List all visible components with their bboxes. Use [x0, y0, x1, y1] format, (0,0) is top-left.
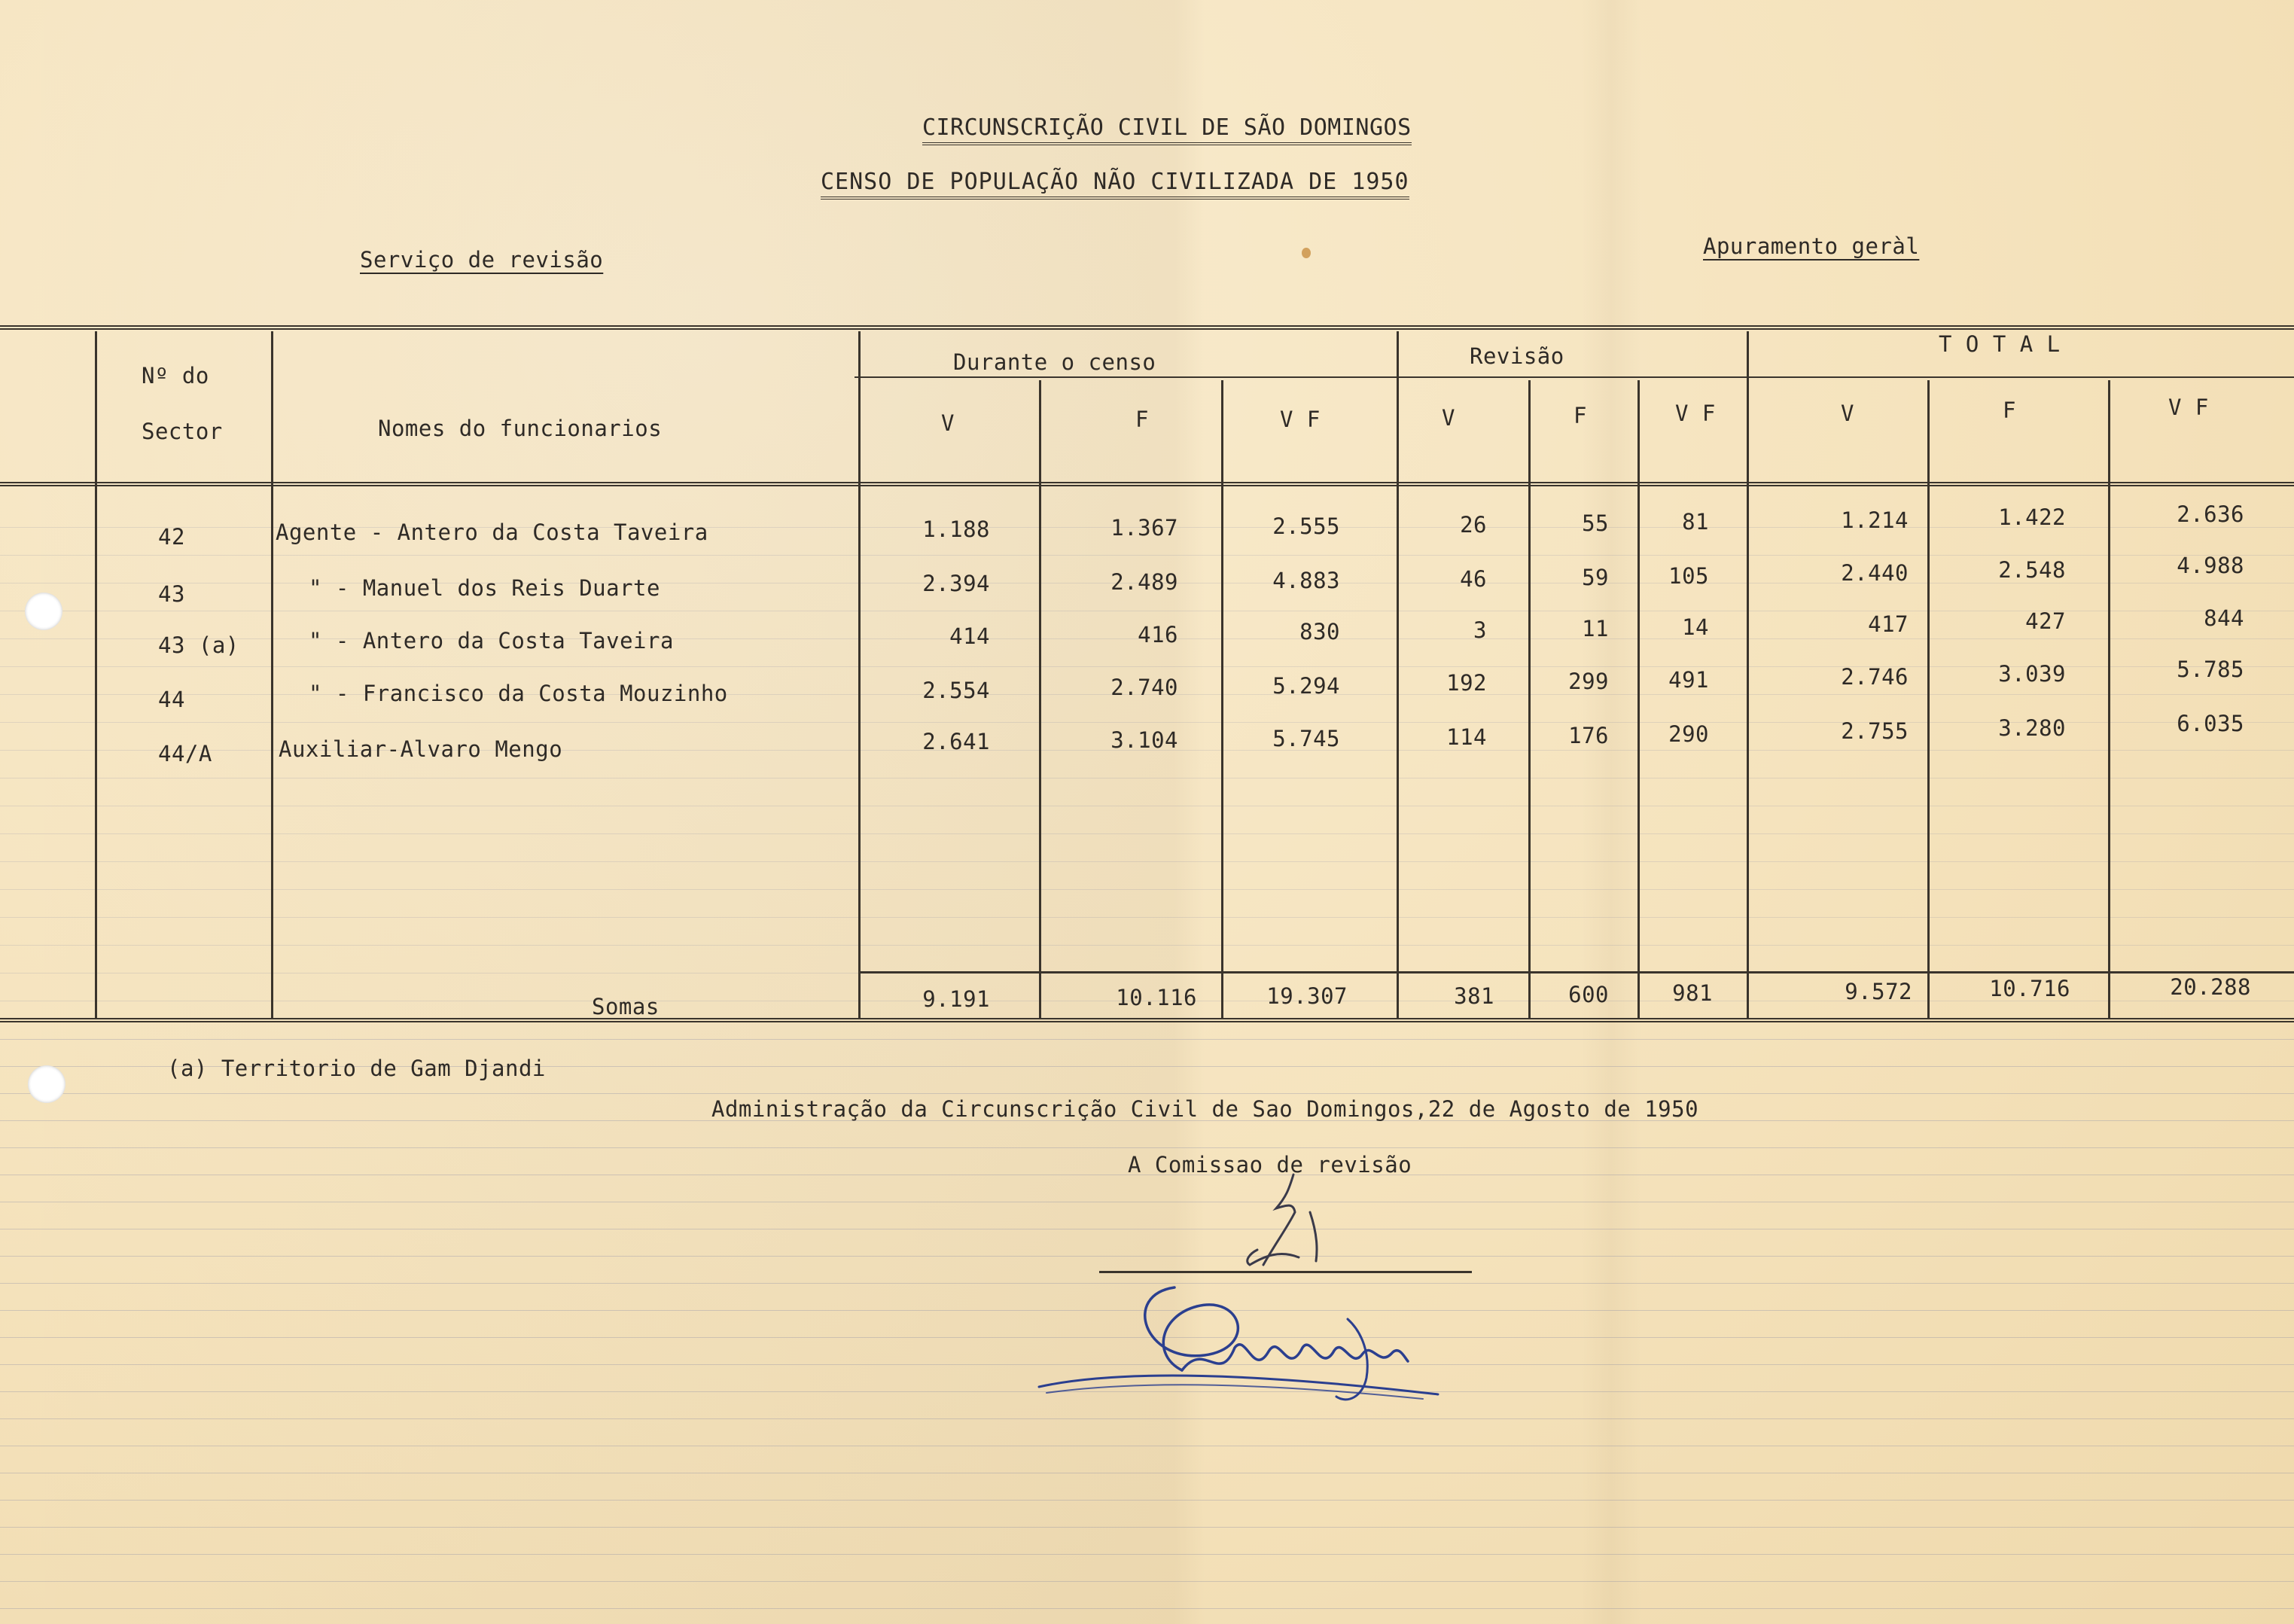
- table-bottom-rule: [0, 1018, 2294, 1022]
- cell-revisao-f: 176: [1568, 723, 1609, 748]
- cell-durante-v: 2.394: [922, 571, 990, 596]
- names-header: Nomes do funcionarios: [378, 416, 663, 441]
- cell-total-f: 1.422: [1998, 504, 2066, 530]
- revisao-v-header: V: [1442, 405, 1455, 431]
- table-left-border: [95, 331, 97, 1018]
- names-column-border: [858, 331, 861, 1018]
- cell-revisao-f: 11: [1582, 616, 1609, 641]
- cell-revisao-v: 26: [1460, 512, 1487, 538]
- totals-label: Somas: [592, 994, 660, 1019]
- cell-total-v: 2.746: [1841, 664, 1909, 690]
- cell-total-f: 427: [2025, 608, 2066, 634]
- header-bottom-rule: [0, 482, 2294, 486]
- cell-revisao-vf: 81: [1682, 509, 1709, 535]
- cell-revisao-vf: 105: [1668, 563, 1709, 589]
- total-v-border: [1927, 380, 1930, 1018]
- group-sub-rule: [855, 376, 2294, 378]
- group-header-total: T O T A L: [1939, 331, 2061, 357]
- row-name: " - Francisco da Costa Mouzinho: [309, 681, 728, 706]
- ruled-line: [0, 555, 2294, 556]
- cell-durante-vf: 5.745: [1272, 726, 1340, 751]
- ruled-line: [0, 945, 2294, 946]
- cell-revisao-f: 59: [1582, 565, 1609, 590]
- cell-total-vf: 2.636: [2177, 501, 2244, 527]
- binder-hole-bottom: [28, 1065, 65, 1103]
- durante-f-header: F: [1135, 407, 1149, 432]
- total-f-header: F: [2003, 398, 2016, 423]
- cell-total-v: 2.755: [1841, 718, 1909, 744]
- total-revisao-v: 381: [1454, 983, 1494, 1009]
- cell-total-vf: 5.785: [2177, 657, 2244, 682]
- ruled-line: [0, 889, 2294, 890]
- row-sector: 42: [158, 524, 185, 550]
- footnote: (a) Territorio de Gam Djandi: [167, 1056, 546, 1081]
- total-revisao-vf: 981: [1672, 980, 1713, 1006]
- cell-durante-vf: 830: [1299, 619, 1340, 644]
- total-total-vf: 20.288: [2170, 974, 2251, 1000]
- total-durante-v: 9.191: [922, 986, 990, 1012]
- ruled-line: [0, 1256, 2294, 1257]
- ruled-line: [0, 1093, 2294, 1094]
- row-sector: 44: [158, 687, 185, 712]
- ruled-line: [0, 1039, 2294, 1040]
- blue-ink-signature: [1031, 1272, 1468, 1446]
- durante-v-border: [1039, 380, 1041, 1018]
- cell-durante-f: 416: [1138, 622, 1178, 647]
- row-name: " - Manuel dos Reis Duarte: [309, 575, 660, 601]
- ruled-line: [0, 917, 2294, 918]
- cell-total-v: 1.214: [1841, 507, 1909, 533]
- group-header-revisao: Revisão: [1470, 343, 1564, 369]
- cell-revisao-vf: 491: [1668, 667, 1709, 693]
- ruled-line: [0, 1581, 2294, 1582]
- cell-total-f: 3.280: [1998, 715, 2066, 741]
- total-v-header: V: [1841, 401, 1854, 426]
- cell-total-f: 3.039: [1998, 661, 2066, 687]
- ruled-line: [0, 833, 2294, 834]
- total-durante-vf: 19.307: [1266, 983, 1348, 1009]
- ruled-line: [0, 1527, 2294, 1528]
- cell-durante-f: 3.104: [1110, 727, 1178, 753]
- total-vf-header: V F: [2168, 395, 2209, 420]
- committee-line: A Comissao de revisão: [1128, 1152, 1412, 1178]
- ruled-line: [0, 1147, 2294, 1148]
- place-and-date: Administração da Circunscrição Civil de Sao Domingos,22 de Agosto de 1950: [711, 1096, 1699, 1122]
- revisao-f-border: [1637, 380, 1640, 1018]
- cell-revisao-vf: 290: [1668, 721, 1709, 747]
- cell-total-vf: 6.035: [2177, 711, 2244, 736]
- totals-top-rule: [858, 971, 2294, 973]
- revisao-v-border: [1528, 380, 1531, 1018]
- total-total-v: 9.572: [1845, 979, 1912, 1004]
- sector-column-border: [271, 331, 273, 1018]
- row-sector: 44/A: [158, 741, 212, 766]
- durante-v-header: V: [941, 410, 955, 436]
- total-f-border: [2108, 380, 2110, 1018]
- cell-total-v: 2.440: [1841, 560, 1909, 586]
- row-sector: 43: [158, 581, 185, 607]
- cell-durante-f: 2.489: [1110, 569, 1178, 595]
- row-name: " - Antero da Costa Taveira: [309, 628, 674, 654]
- cell-revisao-v: 46: [1460, 566, 1487, 592]
- durante-f-border: [1221, 380, 1223, 1018]
- sector-header-line1: Nº do: [142, 363, 209, 388]
- table-top-rule: [0, 325, 2294, 330]
- cell-total-vf: 844: [2204, 605, 2244, 631]
- cell-revisao-v: 192: [1446, 670, 1487, 696]
- cell-durante-f: 1.367: [1110, 515, 1178, 541]
- cell-durante-f: 2.740: [1110, 675, 1178, 700]
- ruled-line: [0, 861, 2294, 862]
- total-revisao-f: 600: [1568, 982, 1609, 1007]
- cell-durante-v: 414: [949, 623, 990, 649]
- row-name: Agente - Antero da Costa Taveira: [276, 519, 708, 545]
- cell-durante-v: 2.554: [922, 678, 990, 703]
- cell-total-vf: 4.988: [2177, 553, 2244, 578]
- cell-total-f: 2.548: [1998, 557, 2066, 583]
- cell-revisao-vf: 14: [1682, 614, 1709, 640]
- right-heading: Apuramento geràl: [1703, 233, 1920, 259]
- document-subtitle: CENSO DE POPULAÇÃO NÃO CIVILIZADA DE 1950: [821, 169, 1409, 200]
- cell-durante-vf: 5.294: [1272, 673, 1340, 699]
- cell-revisao-v: 114: [1446, 724, 1487, 750]
- cell-durante-v: 2.641: [922, 729, 990, 754]
- row-name: Auxiliar-Alvaro Mengo: [279, 736, 563, 762]
- ruled-line: [0, 1554, 2294, 1555]
- revisao-group-border: [1747, 331, 1749, 1018]
- sector-header-line2: Sector: [142, 419, 223, 444]
- cell-total-v: 417: [1868, 611, 1909, 637]
- total-total-f: 10.716: [1989, 976, 2070, 1001]
- row-sector: 43 (a): [158, 632, 239, 658]
- revisao-vf-header: V F: [1675, 401, 1716, 426]
- revisao-f-header: F: [1574, 403, 1587, 428]
- cell-revisao-f: 55: [1582, 510, 1609, 536]
- document-title: CIRCUNSCRIÇÃO CIVIL DE SÃO DOMINGOS: [922, 114, 1412, 145]
- ruled-line: [0, 1608, 2294, 1609]
- cell-revisao-f: 299: [1568, 669, 1609, 694]
- ruled-line: [0, 1500, 2294, 1501]
- left-heading: Serviço de revisão: [360, 247, 604, 273]
- durante-vf-header: V F: [1280, 407, 1321, 432]
- cell-durante-vf: 4.883: [1272, 568, 1340, 593]
- ink-stain: [1302, 248, 1311, 258]
- cell-durante-v: 1.188: [922, 516, 990, 542]
- cell-revisao-v: 3: [1473, 617, 1487, 643]
- cell-durante-vf: 2.555: [1272, 513, 1340, 539]
- total-durante-f: 10.116: [1116, 985, 1197, 1010]
- initials-signature: [1205, 1167, 1355, 1280]
- group-header-durante: Durante o censo: [953, 349, 1156, 375]
- binder-hole-top: [25, 593, 62, 630]
